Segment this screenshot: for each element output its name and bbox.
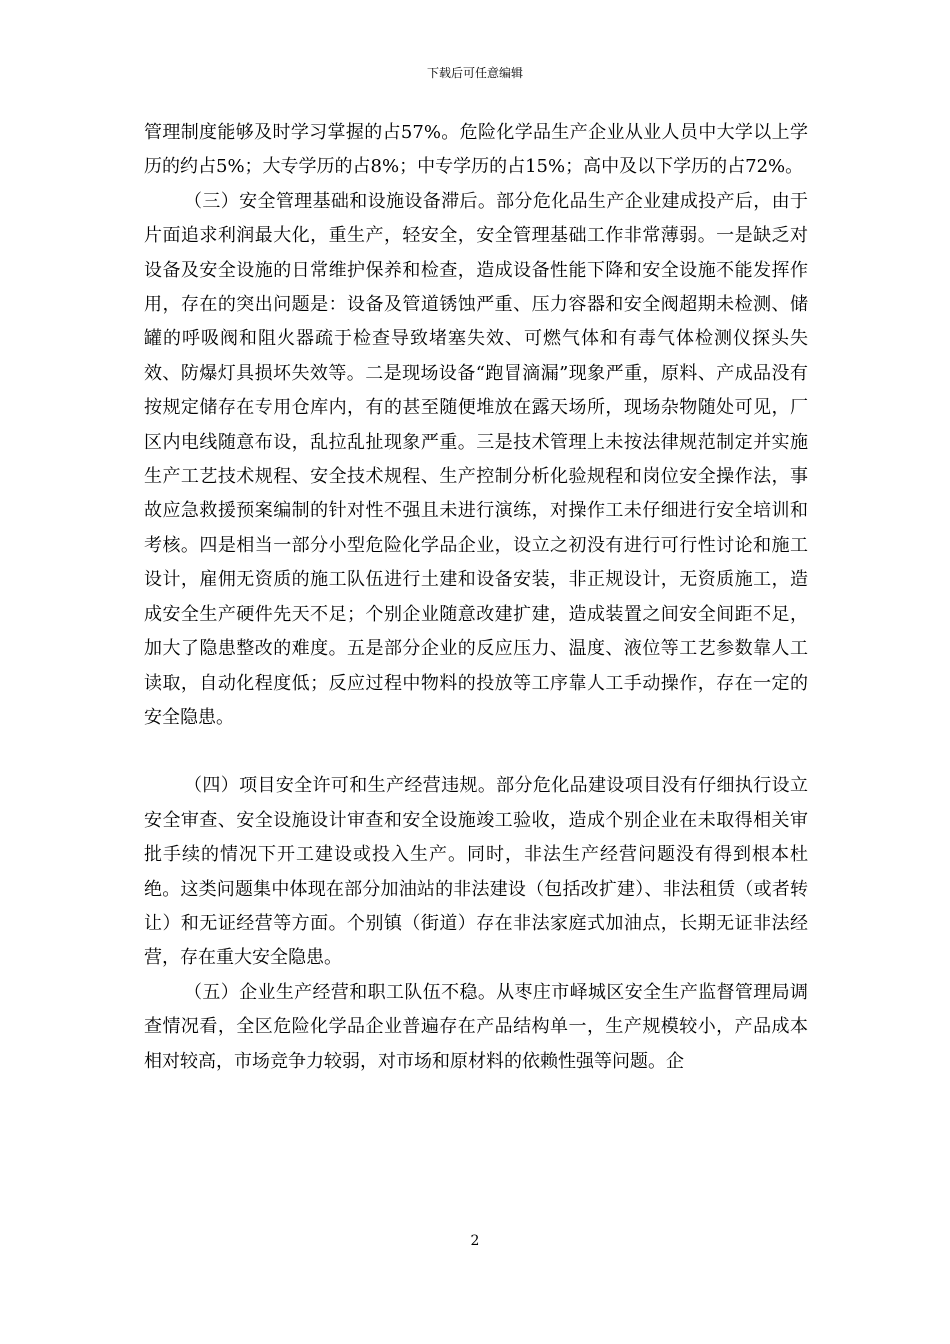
body-text <box>144 116 808 1079</box>
paragraph-section-4: （四）项目安全许可和生产经营违规。部分危化品建设项目没有仔细执行设立安全审查、安全设施设计审查和安全设施竣工验收，造成个别企业在未取得相关审批手续的情况下开工建设或投入生产。同时，非法生产经营问题没有得到根本杜绝。这类问题集中体现在部分加油站的非法建设（包括改扩建）、非法租赁（或者转让）和无证经营等方面。个别镇（街道）存在非法家庭式加油点，长期无证非法经营，存在重大安全隐患。 <box>144 775 808 969</box>
paragraph-education-stats: 管理制度能够及时学习掌握的占57%。危险化学品生产企业从业人员中大学以上学历的约占5%；大专学历的占8%；中专学历的占15%；高中及以下学历的占72%。 <box>144 122 808 178</box>
page-header: 下载后可任意编辑 <box>426 66 523 80</box>
paragraph-section-3: （三）安全管理基础和设施设备滞后。部分危化品生产企业建成投产后，由于片面追求利润最大化，重生产，轻安全，安全管理基础工作非常薄弱。一是缺乏对设备及安全设施的日常维护保养和检查，造成设备性能下降和安全设施不能发挥作用，存在的突出问题是：设备及管道锈蚀严重、压力容器和安全阀超期未检测、储罐的呼吸阀和阻火器疏于检查导致堵塞失效、可燃气体和有毒气体检测仪探头失效、防爆灯具损坏失效等。二是现场设备“跑冒滴漏”现象严重，原料、产成品没有按规定储存在专用仓库内，有的甚至随便堆放在露天场所，现场杂物随处可见，厂区内电线随意布设，乱拉乱扯现象严重。三是技术管理上未按法律规范制定并实施生产工艺技术规程、安全技术规程、生产控制分析化验规程和岗位安全操作法，事故应急救援预案编制的针对性不强且未进行演练，对操作工未仔细进行安全培训和考核。四是相当一部分小型危险化学品企业，设立之初没有进行可行性讨论和施工设计，雇佣无资质的施工队伍进行土建和设备安装，非正规设计，无资质施工，造成安全生产硬件先天不足；个别企业随意改建扩建，造成装置之间安全间距不足，加大了隐患整改的难度。五是部分企业的反应压力、温度、液位等工艺参数靠人工读取，自动化程度低；反应过程中物料的投放等工序靠人工手动操作，存在一定的安全隐患。 <box>144 190 808 728</box>
paragraph-section-5: （五）企业生产经营和职工队伍不稳。从枣庄市峄城区安全生产监督管理局调查情况看，全区危险化学品企业普遍存在产品结构单一，生产规模较小，产品成本相对较高，市场竞争力较弱，对市场和原材料的依赖性强等问题。企 <box>144 981 808 1072</box>
page-number: 2 <box>470 1233 480 1249</box>
